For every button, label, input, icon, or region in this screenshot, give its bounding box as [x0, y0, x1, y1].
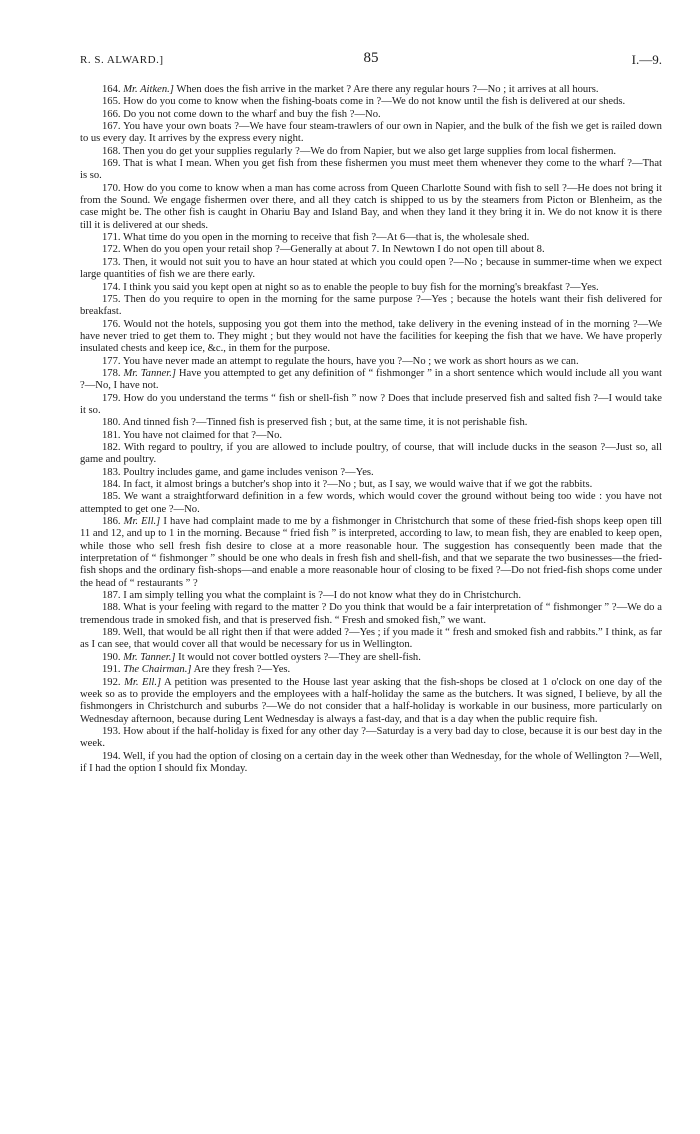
series-number: I.—9. [631, 52, 662, 67]
qa-paragraph [80, 146, 662, 158]
qa-paragraph [80, 257, 662, 282]
paragraph-text: And tinned fish ?—Tinned fish is preserved fish ; but, at the same time, it is not perishable fish. [122, 417, 528, 429]
question-number: 164. [102, 84, 121, 95]
paragraph-text: You have your own boats ?—We have four steam-trawlers of our own in Napier, and the bulk of the fish we get is railed down to us every day. It arrives by the express every night. [80, 121, 662, 145]
speaker-name: The Chairman.] [123, 664, 192, 676]
paragraph-text: I am simply telling you what the complaint is ?—I do not know what they do in Christchurch. [123, 590, 521, 602]
paragraph-text: Then do you require to open in the morning for the same purpose ?—Yes ; because the hotels want their fish delivered for breakfast. [80, 293, 662, 318]
qa-paragraph [80, 319, 662, 356]
qa-paragraph [80, 109, 662, 121]
qa-paragraph [80, 467, 662, 479]
question-number: 181. [102, 429, 121, 441]
question-number: 167. [102, 121, 121, 133]
paragraph-text: We want a straightforward definition in a few words, which would cover the ground without being too wide : you have not attempted to get one ?—No. [80, 491, 662, 515]
paragraph-text: How do you come to know when the fishing-boats come in ?—We do not know until the fish is delivered at our sheds. [123, 96, 626, 108]
paragraph-text: How do you come to know when a man has come across from Queen Charlotte Sound with fish to sell ?—He does not bring it from the Sound. We engage fishermen over there, and all they catch is shipped to us by the steamers from Picton or Blenheim, as the case might be. The other fish is caught in Ohariu Bay and Island Bay, and when they land it they bring it in. We do not know it is there till it is delivered at our sheds. [80, 182, 662, 231]
paragraph-text: You have not claimed for that ?—No. [122, 429, 283, 441]
paragraph-text: Then you do get your supplies regularly ?—We do from Napier, but we also get large supplies from local fishermen. [123, 145, 617, 157]
paragraph-text: Have you attempted to get any definition of “ fishmonger ” in a short sentence which would include all you want ?—No, I have not. [80, 367, 662, 392]
paragraph-text: With regard to poultry, if you are allowed to include poultry, of course, that will include ducks in the season ?—Just so, all game and poultry. [80, 441, 663, 466]
page-number: 85 [363, 50, 379, 66]
qa-paragraph [80, 294, 662, 319]
qa-paragraph [80, 590, 662, 602]
question-number: 185. [102, 491, 121, 503]
question-number: 174. [102, 281, 121, 293]
question-number: 187. [102, 590, 121, 602]
question-number: 194. [102, 750, 121, 762]
paragraph-text: Would not the hotels, supposing you got them into the method, take delivery in the evening instead of in the morning ?—We have never tried to get them to. They might ; but they would not have the facilities for keeping the fish that we have. We have properly insulated chests and keep ice, &c., in them for the purpose. [80, 318, 662, 355]
paragraph-text: How do you understand the terms “ fish or shell-fish ” now ? Does that include preserved fish and salted fish ?—I would take it so. [80, 392, 663, 416]
paragraph-text: You have never made an attempt to regulate the hours, have you ?—No ; we work as short hours as we can. [122, 355, 579, 367]
qa-paragraph [80, 516, 662, 590]
paragraph-text: Poultry includes game, and game includes venison ?—Yes. [123, 466, 374, 478]
question-number: 192. [102, 676, 121, 688]
speaker-name: Mr. Tanner.] [123, 651, 176, 663]
qa-paragraph [80, 677, 662, 726]
question-number: 193. [102, 725, 121, 737]
qa-paragraph [80, 479, 662, 491]
paragraph-text: I think you said you kept open at night so as to enable the people to buy fish for the morning's breakfast ?—Yes. [123, 281, 599, 293]
qa-paragraph [80, 417, 662, 429]
question-number: 175. [102, 293, 121, 305]
paragraph-text: Do you not come down to the wharf and buy the fish ?—No. [123, 108, 381, 120]
paragraph-text: When does the fish arrive in the market ? Are there any regular hours ?—No ; it arrives at all hours. [176, 84, 599, 95]
paragraph-text: I have had complaint made to me by a fishmonger in Christchurch that some of these fried-fish shops keep open till 11 and 12, and up to 1 in the morning. Because “ fried fish ” is interpreted, according to law, to mean fish, they are enabled to keep open, while those who sell fresh fish desire to close at a more reasonable hour. The suggestion has consequently been made that the interpretation of “ fishmonger ” should be one who deals in fresh fish and shell-fish, and that we separate the two businesses—the fried-fish shops and the ordinary fish-shops—and enable a more reasonable hour of closing to be fixed ?—Do not fried-fish shops come under the head of “ restaurants ” ? [80, 516, 662, 589]
paragraph-text: It would not cover bottled oysters ?—They are shell-fish. [178, 651, 421, 663]
qa-paragraph [80, 158, 662, 183]
paragraph-text: Are they fresh ?—Yes. [193, 664, 291, 676]
question-number: 172. [102, 244, 121, 256]
qa-paragraph [80, 121, 662, 146]
paragraph-text: That is what I mean. When you get fish from these fishermen you must meet them whenever they come to the wharf ?—That is so. [80, 158, 662, 182]
qa-paragraph [80, 664, 662, 676]
speaker-name: Mr. Ell.] [124, 676, 162, 688]
paragraph-text: Then, it would not suit you to have an hour stated at which you could open ?—No ; because in summer-time when we expect large quantities of fish we are there early. [80, 256, 662, 281]
question-number: 188. [102, 602, 121, 614]
question-number: 168. [102, 145, 121, 157]
header-author: R. S. ALWARD.] [80, 54, 164, 66]
question-number: 173. [102, 256, 121, 268]
question-number: 166. [102, 108, 121, 120]
qa-paragraph [80, 356, 662, 368]
question-number: 169. [102, 158, 121, 170]
document-body [80, 84, 662, 775]
question-number: 165. [102, 96, 121, 108]
question-number: 190. [102, 651, 121, 663]
question-number: 179. [102, 392, 121, 404]
qa-paragraph [80, 282, 662, 294]
qa-paragraph [80, 726, 662, 751]
question-number: 191. [102, 664, 121, 676]
paragraph-text: Well, that would be all right then if that were added ?—Yes ; if you made it “ fresh and smoked fish and rabbits.” I think, as far as I can see, that would cover all that would be necessary for us in Wellington. [80, 627, 662, 651]
speaker-name: Mr. Tanner.] [123, 367, 176, 379]
qa-paragraph [80, 232, 662, 244]
paragraph-text: How about if the half-holiday is fixed for any other day ?—Saturday is a very bad day to close, because it is our best day in the week. [80, 725, 662, 750]
question-number: 182. [102, 441, 121, 453]
question-number: 189. [102, 627, 121, 639]
question-number: 170. [102, 182, 121, 194]
question-number: 183. [102, 466, 121, 478]
paragraph-text: A petition was presented to the House last year asking that the fish-shops be closed at 1 o'clock on one day of the week so as to provide the employers and the employees with a half-holiday the same as the butchers. It was signed, I believe, by all the fishmongers in Christchurch and suburbs ?—We do not consider that a half-holiday is workable in our business, more particularly on Wednesday afternoon, because during Lent Wednesday is always a fast-day, and that is a day when the public require fish. [80, 676, 662, 725]
speaker-name: Mr. Ell.] [123, 516, 161, 528]
paragraph-text: When do you open your retail shop ?—Generally at about 7. In Newtown I do not open till about 8. [123, 244, 545, 256]
question-number: 184. [102, 479, 121, 490]
qa-paragraph [80, 491, 662, 516]
question-number: 178. [102, 367, 121, 379]
page-header [80, 50, 662, 72]
qa-paragraph [80, 84, 662, 96]
qa-paragraph [80, 751, 662, 776]
qa-paragraph [80, 183, 662, 232]
qa-paragraph [80, 96, 662, 108]
question-number: 186. [102, 516, 121, 528]
qa-paragraph [80, 442, 662, 467]
qa-paragraph [80, 393, 662, 418]
question-number: 177. [102, 355, 121, 367]
speaker-name: Mr. Aitken.] [123, 84, 174, 95]
question-number: 171. [102, 232, 121, 244]
question-number: 176. [102, 318, 121, 330]
question-number: 180. [102, 417, 121, 429]
paragraph-text: Well, if you had the option of closing on a certain day in the week other than Wednesday, for the whole of Wellington ?—Well, if I had the option I should fix Monday. [80, 750, 662, 774]
qa-paragraph [80, 627, 662, 652]
qa-paragraph [80, 244, 662, 256]
qa-paragraph [80, 602, 662, 627]
qa-paragraph [80, 368, 662, 393]
paragraph-text: In fact, it almost brings a butcher's shop into it ?—No ; but, as I say, we would waive that if we got the rabbits. [123, 479, 593, 490]
paragraph-text: What is your feeling with regard to the matter ? Do you think that would be a fair interpretation of “ fishmonger ” ?—We do a tremendous trade in smoked fish, and that is preserved fish. “ Fresh and smoked fish,” we want. [80, 602, 662, 626]
qa-paragraph [80, 652, 662, 664]
paragraph-text: What time do you open in the morning to receive that fish ?—At 6—that is, the wholesale shed. [123, 232, 530, 244]
qa-paragraph [80, 430, 662, 442]
